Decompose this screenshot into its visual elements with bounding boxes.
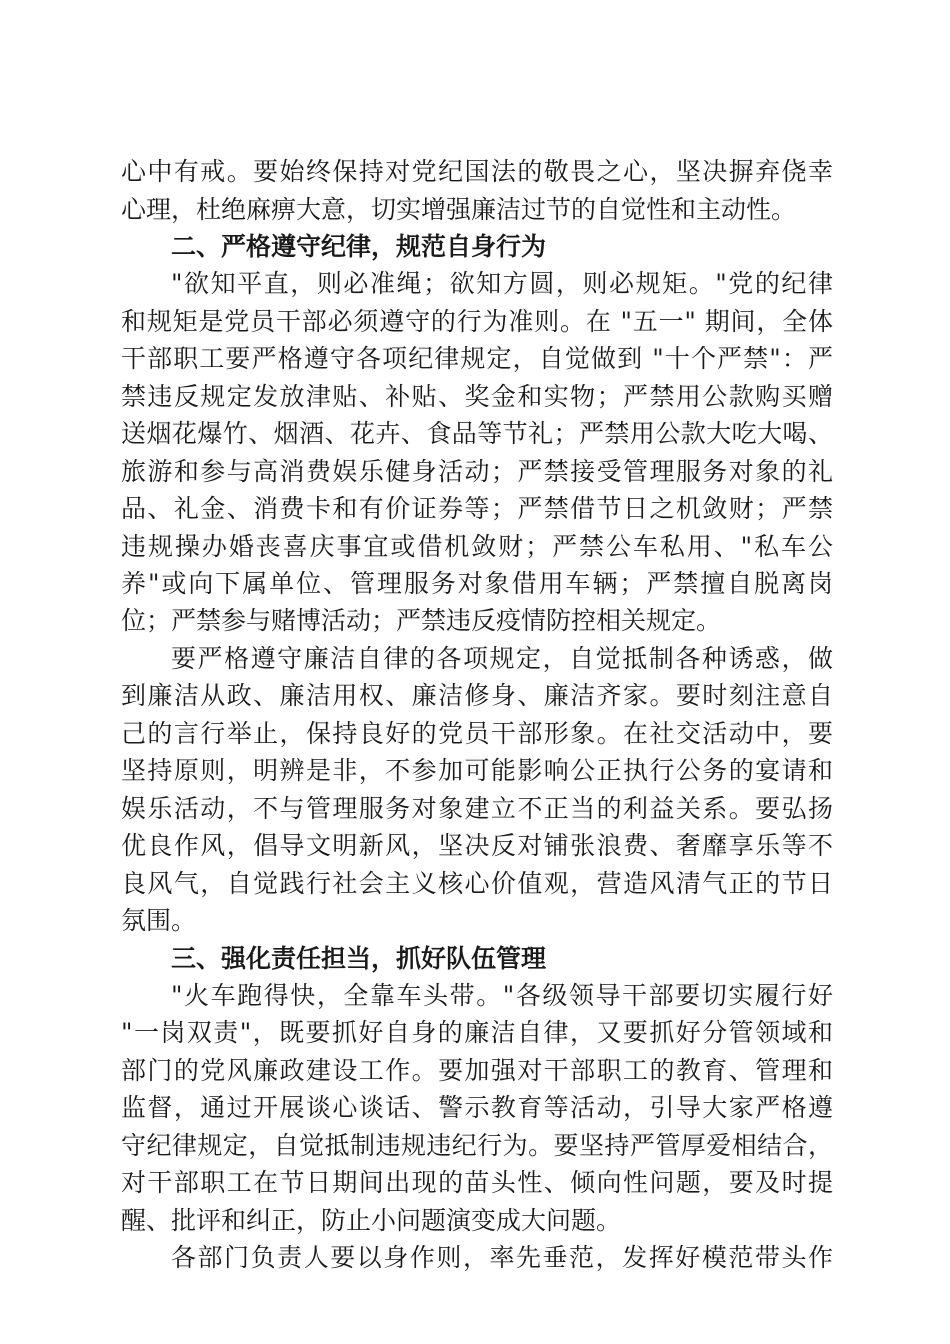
paragraph-line: "欲知平直，则必准绳；欲知方圆，则必规矩。"党的纪律 (171, 269, 833, 298)
paragraph-line: 干部职工要严格遵守各项纪律规定，自觉做到 "十个严禁"：严 (121, 344, 833, 373)
paragraph-line: 氛围。 (121, 906, 197, 935)
paragraph-line: 违规操办婚丧喜庆事宜或借机敛财；严禁公车私用、"私车公 (121, 532, 833, 561)
paragraph-line: 心中有戒。要始终保持对党纪国法的敬畏之心，坚决摒弃侥幸 (121, 157, 833, 186)
paragraph-line: 和规矩是党员干部必须遵守的行为准则。在 "五一" 期间，全体 (121, 307, 833, 336)
paragraph-line: 坚持原则，明辨是非，不参加可能影响公正执行公务的宴请和 (121, 756, 833, 785)
paragraph-line: 己的言行举止，保持良好的党员干部形象。在社交活动中，要 (121, 719, 833, 748)
paragraph-line: 监督，通过开展谈心谈话、警示教育等活动，引导大家严格遵 (121, 1093, 833, 1122)
paragraph-line: 养"或向下属单位、管理服务对象借用车辆；严禁擅自脱离岗 (121, 569, 833, 598)
section-heading-2: 二、严格遵守纪律，规范自身行为 (171, 232, 547, 261)
paragraph-line: 旅游和参与高消费娱乐健身活动；严禁接受管理服务对象的礼 (121, 457, 833, 486)
paragraph-line: 醒、批评和纠正，防止小问题演变成大问题。 (121, 1206, 622, 1235)
section-heading-3: 三、强化责任担当，抓好队伍管理 (171, 944, 547, 973)
paragraph-line: 良风气，自觉践行社会主义核心价值观，营造风清气正的节日 (121, 869, 833, 898)
paragraph-line: 要严格遵守廉洁自律的各项规定，自觉抵制各种诱惑，做 (171, 644, 833, 673)
paragraph-line: 守纪律规定，自觉抵制违规违纪行为。要坚持严管厚爱相结合， (121, 1131, 833, 1160)
paragraph-line: 娱乐活动，不与管理服务对象建立不正当的利益关系。要弘扬 (121, 794, 833, 823)
paragraph-line: 禁违反规定发放津贴、补贴、奖金和实物；严禁用公款购买赠 (121, 382, 833, 411)
paragraph-line: 心理，杜绝麻痹大意，切实增强廉洁过节的自觉性和主动性。 (121, 195, 797, 224)
paragraph-line: 位；严禁参与赌博活动；严禁违反疫情防控相关规定。 (121, 606, 722, 635)
paragraph-line: 对干部职工在节日期间出现的苗头性、倾向性问题，要及时提 (121, 1168, 833, 1197)
paragraph-line: 到廉洁从政、廉洁用权、廉洁修身、廉洁齐家。要时刻注意自 (121, 681, 833, 710)
paragraph-line: 品、礼金、消费卡和有价证券等；严禁借节日之机敛财；严禁 (121, 494, 833, 523)
paragraph-line: 部门的党风廉政建设工作。要加强对干部职工的教育、管理和 (121, 1056, 833, 1085)
paragraph-line: 送烟花爆竹、烟酒、花卉、食品等节礼；严禁用公款大吃大喝、 (121, 419, 833, 448)
paragraph-line: "火车跑得快，全靠车头带。"各级领导干部要切实履行好 (171, 981, 833, 1010)
paragraph-line: 各部门负责人要以身作则，率先垂范，发挥好模范带头作 (171, 1243, 833, 1272)
paragraph-line: "一岗双责"，既要抓好自身的廉洁自律，又要抓好分管领域和 (121, 1018, 833, 1047)
paragraph-line: 优良作风，倡导文明新风，坚决反对铺张浪费、奢靡享乐等不 (121, 831, 833, 860)
